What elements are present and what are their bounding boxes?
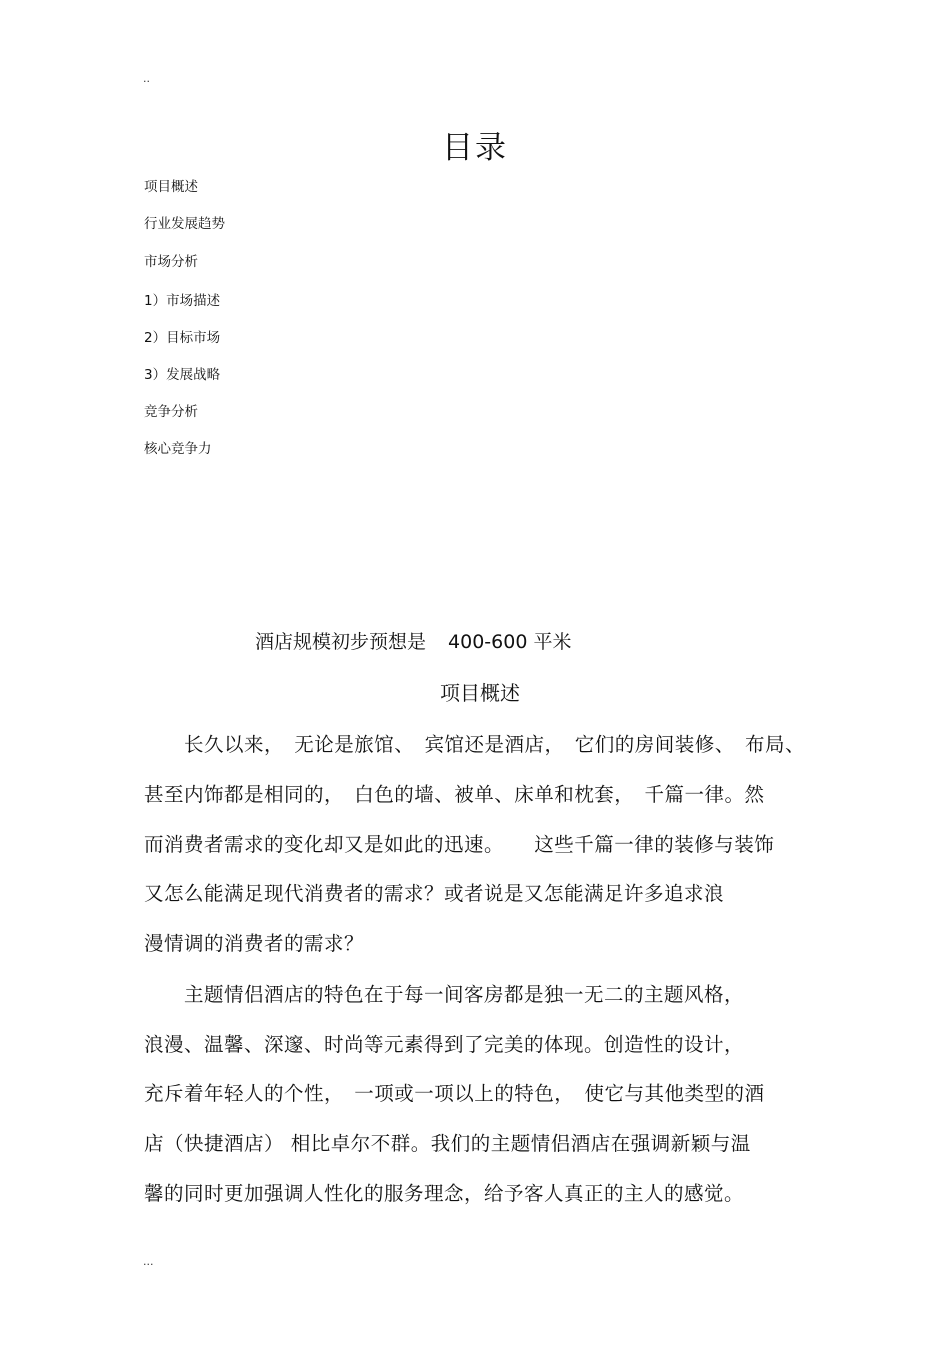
- toc-item-project-overview: 项目概述: [144, 179, 198, 195]
- hotel-scale-value: 400-600 平米: [448, 631, 572, 653]
- toc-item-development-strategy: 3）发展战略: [144, 367, 221, 383]
- paragraph-line: 浪漫、温馨、深邃、时尚等元素得到了完美的体现。创造性的设计，: [144, 1033, 745, 1056]
- paragraph-line: 长久以来， 无论是旅馆、 宾馆还是酒店， 它们的房间装修、 布局、: [144, 733, 806, 756]
- toc-item-competition-analysis: 竞争分析: [144, 404, 198, 420]
- paragraph-line: 馨的同时更加强调人性化的服务理念，给予客人真正的主人的感觉。: [144, 1182, 745, 1205]
- paragraph-line: 甚至内饰都是相同的， 白色的墙、被单、床单和枕套， 千篇一律。然: [144, 783, 765, 806]
- toc-item-market-analysis: 市场分析: [144, 254, 198, 270]
- toc-title: 目录: [442, 130, 508, 166]
- paragraph-line: 漫情调的消费者的需求？: [144, 932, 365, 955]
- paragraph-line: 店（快捷酒店） 相比卓尔不群。我们的主题情侣酒店在强调新颖与温: [144, 1132, 751, 1155]
- section-title: 项目概述: [440, 681, 520, 705]
- header-mark: ..: [143, 72, 150, 85]
- toc-item-industry-trends: 行业发展趋势: [144, 216, 225, 232]
- toc-item-core-competitiveness: 核心竞争力: [144, 441, 212, 457]
- paragraph-line: 又怎么能满足现代消费者的需求？或者说是又怎能满足许多追求浪: [144, 882, 725, 905]
- footer-mark: ...: [143, 1255, 154, 1268]
- hotel-scale-statement: [255, 627, 571, 654]
- toc-item-market-description: 1）市场描述: [144, 293, 221, 309]
- hotel-scale-text: 酒店规模初步预想是: [255, 631, 427, 653]
- toc-item-target-market: 2）目标市场: [144, 330, 221, 346]
- paragraph-line: 主题情侣酒店的特色在于每一间客房都是独一无二的主题风格，: [144, 983, 745, 1006]
- paragraph-line: 而消费者需求的变化却又是如此的迅速。 这些千篇一律的装修与装饰: [144, 833, 775, 856]
- paragraph-line: 充斥着年轻人的个性， 一项或一项以上的特色， 使它与其他类型的酒: [144, 1082, 765, 1105]
